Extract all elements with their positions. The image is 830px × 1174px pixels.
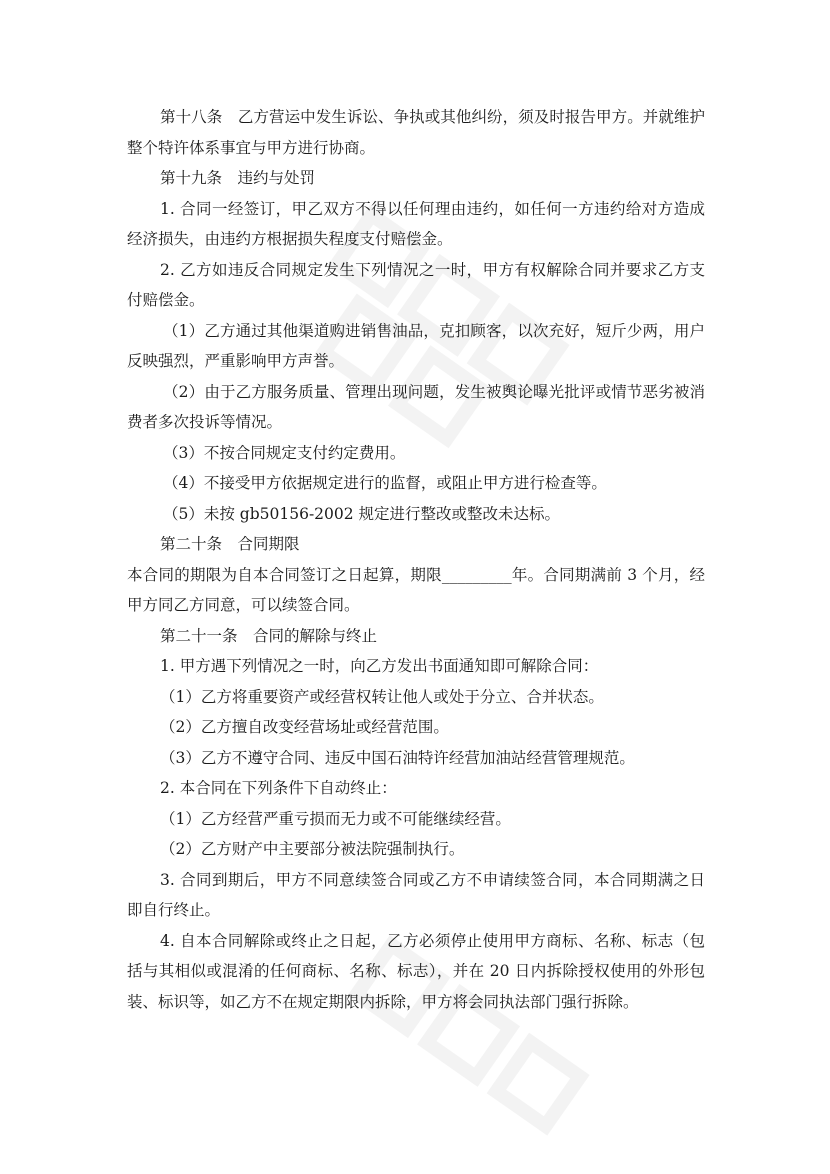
document-body — [127, 102, 705, 1017]
article-19-heading: 第十九条 违约与处罚 — [160, 169, 316, 187]
article-18: 第十八条 乙方营运中发生诉讼、争执或其他纠纷，须及时报告甲方。并就维护整个特许体系事宜与甲方进行协商。 — [127, 108, 705, 157]
article-19-item-1: （1）乙方通过其他渠道购进销售油品，克扣顾客，以次充好，短斤少两，用户反映强烈，严重影响甲方声誉。 — [127, 321, 705, 370]
article-19-item-5: （5）未按 gb50156-2002 规定进行整改或整改未达标。 — [163, 504, 561, 523]
article-21-heading: 第二十一条 合同的解除与终止 — [160, 626, 378, 645]
article-21-clause-1-item-2: （2）乙方擅自改变经营场址或经营范围。 — [160, 718, 449, 736]
article-20-heading: 第二十条 合同期限 — [160, 535, 300, 553]
article-21-clause-4: 4. 自本合同解除或终止之日起，乙方必须停止使用甲方商标、名称、标志（包括与其相似或混淆的任何商标、名称、标志），并在 20 日内拆除授权使用的外形包装、标识等，如乙方不在规定期限内拆除，甲方将会同执法部门强行拆除。 — [127, 931, 705, 1011]
article-19-clause-1: 1. 合同一经签订，甲乙双方不得以任何理由违约，如任何一方违约给对方造成经济损失，由违约方根据损失程度支付赔偿金。 — [127, 199, 705, 248]
article-21-clause-1-item-1: （1）乙方将重要资产或经营权转让他人或处于分立、合并状态。 — [160, 687, 604, 706]
article-21-clause-3: 3. 合同到期后，甲方不同意续签合同或乙方不申请续签合同，本合同期满之日即自行终止。 — [127, 870, 705, 919]
article-19-item-3: （3）不按合同规定支付约定费用。 — [163, 443, 406, 462]
article-21-clause-2: 2. 本合同在下列条件下自动终止： — [160, 779, 397, 797]
article-19-clause-2: 2. 乙方如违反合同规定发生下列情况之一时，甲方有权解除合同并要求乙方支付赔偿金。 — [127, 260, 705, 309]
article-21-clause-1-item-3: （3）乙方不遵守合同、违反中国石油特许经营加油站经营管理规范。 — [160, 748, 635, 767]
article-21-clause-2-item-2: （2）乙方财产中主要部分被法院强制执行。 — [160, 840, 465, 858]
article-21-clause-1: 1. 甲方遇下列情况之一时，向乙方发出书面通知即可解除合同： — [160, 657, 599, 675]
article-19-item-4: （4）不接受甲方依据规定进行的监督，或阻止甲方进行检查等。 — [163, 474, 607, 492]
article-21-clause-2-item-1: （1）乙方经营严重亏损而无力或不可能继续经营。 — [160, 809, 511, 828]
article-20-body: 本合同的期限为自本合同签订之日起算，期限_________年。合同期满前 3 个月，经甲方同乙方同意，可以续签合同。 — [127, 565, 705, 614]
article-19-item-2: （2）由于乙方服务质量、管理出现问题，发生被舆论曝光批评或情节恶劣被消费者多次投诉等情况。 — [127, 382, 705, 431]
